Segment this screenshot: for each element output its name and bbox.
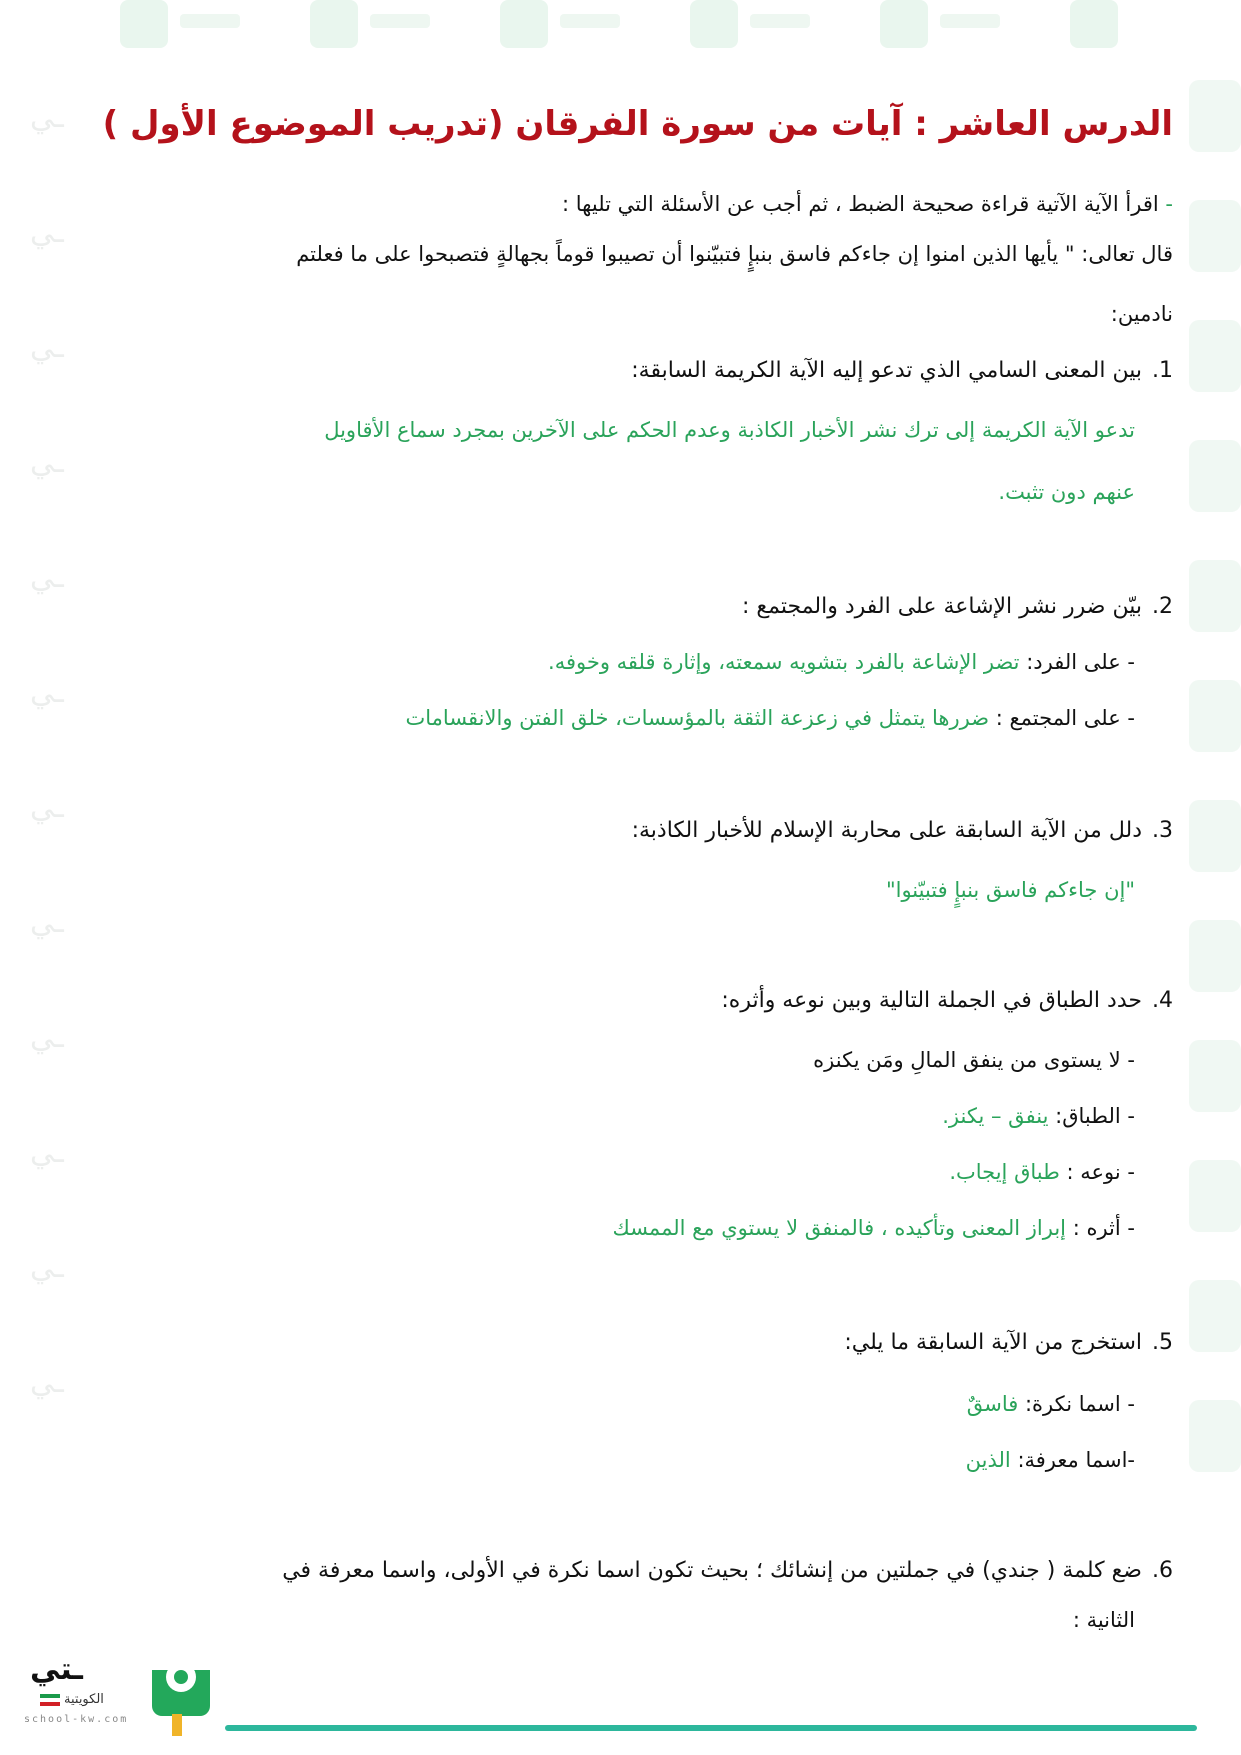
question-3 xyxy=(63,818,1173,843)
bullet-dash: - xyxy=(1120,706,1135,730)
bullet-dash: - xyxy=(1120,1048,1135,1072)
bullet-dash: - xyxy=(1120,1160,1135,1184)
watermark-glyph-icon: ـي xyxy=(30,905,64,940)
bullet-dash: - xyxy=(1120,1392,1135,1416)
item-label: أثره : xyxy=(1072,1216,1121,1240)
question-number: 3. xyxy=(1152,818,1173,843)
verse-line-2: نادمين: xyxy=(1110,302,1173,326)
answer-2-item-1 xyxy=(25,646,1135,678)
question-number: 4. xyxy=(1152,988,1173,1013)
logo-subtitle: الكويتية xyxy=(64,1692,104,1707)
watermark-glyph-icon: ـي xyxy=(30,215,64,250)
watermark-glyph-icon: ـي xyxy=(30,330,64,365)
question-text: دلل من الآية السابقة على محاربة الإسلام للأخبار الكاذبة: xyxy=(631,818,1142,843)
item-answer: ضررها يتمثل في زعزعة الثقة بالمؤسسات، خلق الفتن والانقسامات xyxy=(405,706,990,730)
answer-4-sentence xyxy=(25,1044,1135,1076)
question-6 xyxy=(63,1558,1173,1583)
question-5 xyxy=(63,1330,1173,1355)
bullet-dash: - xyxy=(1120,1104,1135,1128)
item-answer: إبراز المعنى وتأكيده ، فالمنفق لا يستوي مع الممسك xyxy=(612,1216,1067,1240)
watermark-glyph-icon: ـي xyxy=(30,1365,64,1400)
bullet-dash: - xyxy=(1158,192,1173,216)
question-number: 1. xyxy=(1152,358,1173,383)
book-logo-icon xyxy=(152,1670,210,1716)
watermark-glyph-icon: ـي xyxy=(30,1020,64,1055)
watermark-glyph-icon: ـي xyxy=(30,100,64,135)
instruction xyxy=(63,188,1173,220)
answer-5-definite xyxy=(25,1444,1135,1476)
watermark-glyph-icon: ـي xyxy=(30,790,64,825)
question-text: ضع كلمة ( جندي) في جملتين من إنشائك ؛ بحيث تكون اسما نكرة في الأولى، واسما معرفة في xyxy=(282,1558,1142,1583)
answer-3: "إن جاءكم فاسق بنبإٍ فتبيّنوا" xyxy=(885,878,1135,902)
footer-rule xyxy=(225,1725,1197,1731)
question-text: بين المعنى السامي الذي تدعو إليه الآية الكريمة السابقة: xyxy=(631,358,1142,383)
question-2 xyxy=(63,594,1173,619)
watermark-glyph-icon: ـي xyxy=(30,675,64,710)
logo-url: school-kw.com xyxy=(24,1714,129,1725)
watermark-glyph-icon: ـي xyxy=(30,1135,64,1170)
sentence-text: لا يستوى من ينفق المالِ ومَن يكنزه xyxy=(813,1048,1121,1072)
answer-4-effect xyxy=(25,1212,1135,1244)
bullet-dash: - xyxy=(1120,650,1135,674)
answer-1-line-2: عنهم دون تثبت. xyxy=(998,480,1135,504)
question-6-line-2: الثانية : xyxy=(1072,1608,1135,1632)
site-logo xyxy=(24,1650,224,1750)
item-label: على الفرد: xyxy=(1026,650,1121,674)
question-number: 6. xyxy=(1152,1558,1173,1583)
kuwait-flag-icon xyxy=(40,1694,60,1706)
watermark-glyph-icon: ـي xyxy=(30,445,64,480)
answer-4-tibaq xyxy=(25,1100,1135,1132)
answer-4-type xyxy=(25,1156,1135,1188)
question-number: 2. xyxy=(1152,594,1173,619)
answer-2-item-2 xyxy=(25,702,1135,734)
logo-name: ـتي xyxy=(30,1652,83,1687)
answer-1-line-1: تدعو الآية الكريمة إلى ترك نشر الأخبار الكاذبة وعدم الحكم على الآخرين بمجرد سماع الأقاويل xyxy=(324,418,1135,442)
watermark-glyph-icon: ـي xyxy=(30,560,64,595)
question-text: حدد الطباق في الجملة التالية وبين نوعه وأثره: xyxy=(721,988,1142,1013)
item-label: الطباق: xyxy=(1055,1104,1121,1128)
bookmark-icon xyxy=(172,1714,182,1736)
answer-5-indefinite xyxy=(25,1388,1135,1420)
question-1 xyxy=(63,358,1173,383)
item-answer: فاسقٌ xyxy=(966,1392,1019,1416)
item-label: على المجتمع : xyxy=(995,706,1121,730)
item-answer: طباق إيجاب. xyxy=(949,1160,1060,1184)
instruction-text: اقرأ الآية الآتية قراءة صحيحة الضبط ، ثم أجب عن الأسئلة التي تليها : xyxy=(562,192,1159,216)
question-text: استخرج من الآية السابقة ما يلي: xyxy=(844,1330,1142,1355)
question-number: 5. xyxy=(1152,1330,1173,1355)
lesson-title: الدرس العاشر : آيات من سورة الفرقان (تدريب الموضوع الأول ) xyxy=(102,104,1173,144)
watermark-glyph-icon: ـي xyxy=(30,1250,64,1285)
bullet-dash: - xyxy=(1120,1216,1135,1240)
question-text: بيّن ضرر نشر الإشاعة على الفرد والمجتمع : xyxy=(742,594,1142,619)
verse-line-1: قال تعالى: " يأيها الذين امنوا إن جاءكم فاسق بنبإٍ فتبيّنوا أن تصيبوا قوماً بجهالةٍ فتصبحوا على ما فعلتم xyxy=(296,242,1173,266)
item-label: -اسما معرفة: xyxy=(1017,1448,1135,1472)
question-4 xyxy=(63,988,1173,1013)
item-label: اسما نكرة: xyxy=(1024,1392,1121,1416)
item-answer: تضر الإشاعة بالفرد بتشويه سمعته، وإثارة قلقه وخوفه. xyxy=(548,650,1020,674)
item-answer: الذين xyxy=(965,1448,1011,1472)
item-answer: ينفق – يكنز. xyxy=(942,1104,1049,1128)
item-label: نوعه : xyxy=(1066,1160,1121,1184)
